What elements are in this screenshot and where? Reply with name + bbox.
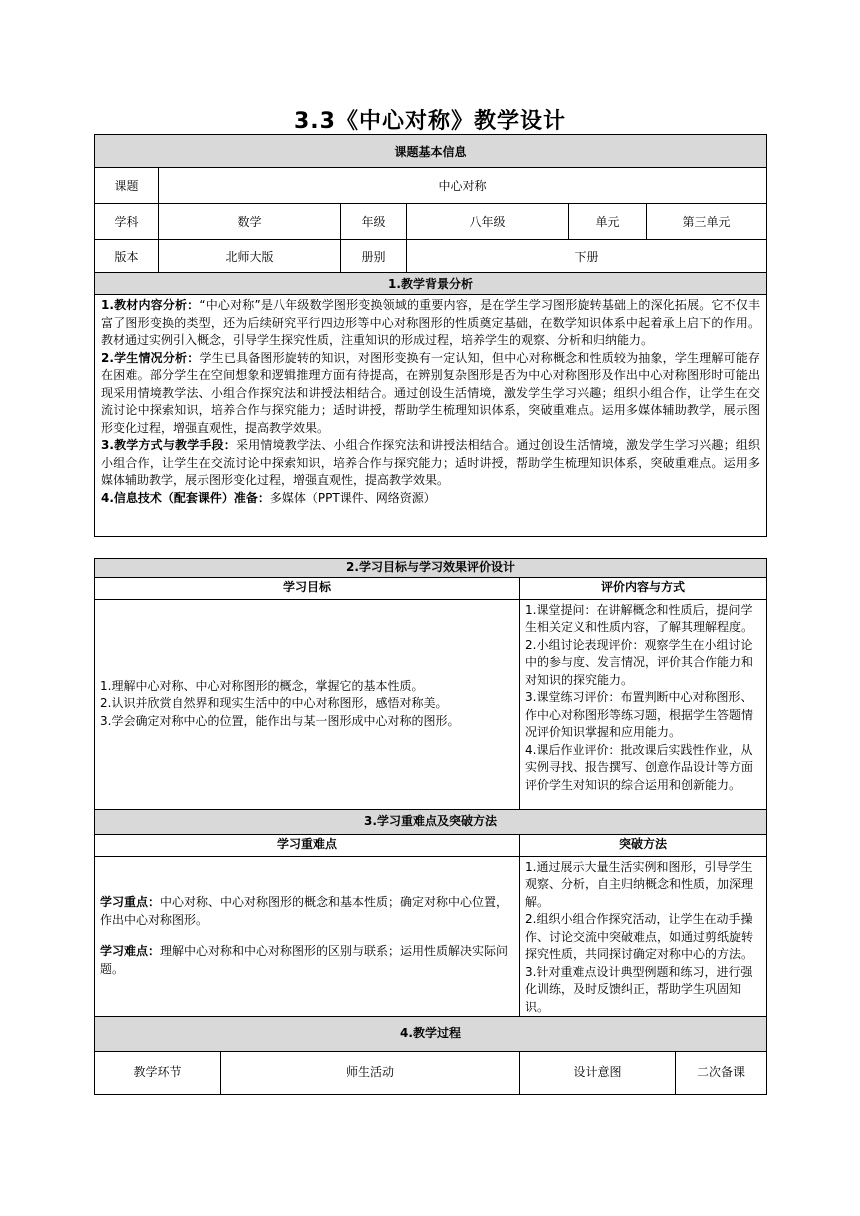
difficult-point bbox=[100, 943, 514, 978]
background-item bbox=[101, 297, 760, 350]
goal-line: 3.学会确定对称中心的位置，能作出与某一图形成中心对称的图形。 bbox=[100, 713, 460, 728]
volume-label: 册别 bbox=[341, 240, 407, 273]
item-text: “中心对称”是八年级数学图形变换领域的重要内容，是在学生学习图形旋转基础上的深化拓展。它不仅丰富了图形变换的类型，还为后续研究平行四边形等中心对称图形的性质奠定基础，在数学知识体系中起着承上启下的作用。教材通过实例引入概念，引导学生探究性质，注重知识的形成过程，培养学生的观察、分析和归纳能力。 bbox=[101, 298, 761, 347]
volume-value: 下册 bbox=[407, 240, 767, 273]
key-point-text: 中心对称、中心对称图形的概念和基本性质；确定对称中心位置，作出中心对称图形。 bbox=[100, 895, 509, 927]
eval-line: 3.课堂练习评价：布置判断中心对称图形、作中心对称图形等练习题，根据学生答题情况评价知识掌握和应用能力。 bbox=[525, 690, 754, 739]
item-label: 4.信息技术（配套课件）准备： bbox=[101, 490, 270, 505]
keypoints-header: 3.学习重难点及突破方法 bbox=[95, 809, 767, 834]
key-point bbox=[100, 894, 514, 929]
item-label: 2.学生情况分析： bbox=[101, 350, 200, 365]
item-label: 3.教学方式与教学手段： bbox=[101, 438, 237, 452]
item-text: 采用情境教学法、小组合作探究法和讲授法相结合。通过创设生活情境，激发学生学习兴趣；组织小组合作，让学生在交流讨论中探索知识，培养合作与探究能力；适时讲授，帮助学生梳理知识体系，突破重难点。运用多媒体辅助教学，展示图形变化过程，增强直观性，提高教学效果。 bbox=[101, 438, 761, 487]
goal-line: 2.认识并欣赏自然界和现实生活中的中心对称图形，感悟对称美。 bbox=[100, 696, 448, 711]
eval-line: 4.课后作业评价：批改课后实践性作业，从实例寻找、报告撰写、创意作品设计等方面评价学生对知识的综合运用和创新能力。 bbox=[525, 742, 754, 792]
goals-col-header: 学习目标 bbox=[95, 577, 520, 599]
breakthrough-methods bbox=[520, 856, 767, 1017]
key-difficult-points bbox=[95, 856, 520, 1017]
keypoints-col-header: 学习重难点 bbox=[95, 834, 520, 856]
goals-keypoints-table bbox=[94, 558, 767, 1095]
background-item bbox=[101, 350, 760, 438]
unit-label: 单元 bbox=[569, 204, 647, 240]
process-col-stage: 教学环节 bbox=[95, 1052, 221, 1095]
background-analysis bbox=[95, 295, 767, 537]
goal-line: 1.理解中心对称、中心对称图形的概念，掌握它的基本性质。 bbox=[100, 678, 424, 693]
item-text: 学生已具备图形旋转的知识，对图形变换有一定认知，但中心对称概念和性质较为抽象，学生理解可能存在困难。部分学生在空间想象和逻辑推理方面有待提高，在辨别复杂图形是否为中心对称图形及作出中心对称图形时可能出现采用情境教学法、小组合作探究法和讲授法相结合。通过创设生活情境，激发学生学习兴趣；组织小组合作，让学生在交流讨论中探索知识，培养合作与探究能力；适时讲授，帮助学生梳理知识体系，突破重难点。运用多媒体辅助教学，展示图形变化过程，增强直观性，提高教学效果。 bbox=[101, 350, 761, 435]
background-item bbox=[101, 437, 760, 490]
grade-value: 八年级 bbox=[407, 204, 569, 240]
key-point-label: 学习重点： bbox=[100, 895, 161, 910]
edition-label: 版本 bbox=[95, 240, 159, 273]
eval-line: 2.小组讨论表现评价：观察学生在小组讨论中的参与度、发言情况，评价其合作能力和对知识的探究能力。 bbox=[525, 637, 754, 687]
process-header: 4.教学过程 bbox=[95, 1017, 767, 1052]
eval-line: 1.课堂提问：在讲解概念和性质后，提问学生相关定义和性质内容，了解其理解程度。 bbox=[525, 602, 754, 634]
item-text: 多媒体（PPT课件、网络资源） bbox=[269, 490, 436, 505]
item-label: 1.教材内容分析： bbox=[101, 298, 200, 312]
subject-label: 学科 bbox=[95, 204, 159, 240]
background-item bbox=[101, 490, 760, 508]
goals-header: 2.学习目标与学习效果评价设计 bbox=[95, 559, 767, 578]
basic-info-header: 课题基本信息 bbox=[95, 135, 767, 168]
learning-goals bbox=[95, 599, 520, 809]
unit-value: 第三单元 bbox=[647, 204, 767, 240]
edition-value: 北师大版 bbox=[159, 240, 341, 273]
topic-value: 中心对称 bbox=[159, 168, 767, 204]
method-line: 1.通过展示大量生活实例和图形，引导学生观察、分析，自主归纳概念和性质，加深理解。 bbox=[525, 859, 754, 909]
process-col-revision: 二次备课 bbox=[676, 1052, 767, 1095]
topic-label: 课题 bbox=[95, 168, 159, 204]
document-title: 3.3《中心对称》教学设计 bbox=[294, 109, 566, 134]
basic-info-table bbox=[94, 134, 767, 537]
background-header: 1.教学背景分析 bbox=[95, 273, 767, 295]
process-col-activity: 师生活动 bbox=[221, 1052, 520, 1095]
method-line: 2.组织小组合作探究活动，让学生在动手操作、讨论交流中突破难点，如通过剪纸旋转探究性质，共同探讨确定对称中心的方法。 bbox=[525, 912, 754, 961]
difficult-point-label: 学习难点： bbox=[100, 944, 161, 959]
evaluation-methods bbox=[520, 599, 767, 809]
process-col-intent: 设计意图 bbox=[520, 1052, 676, 1095]
methods-col-header: 突破方法 bbox=[520, 834, 767, 856]
subject-value: 数学 bbox=[159, 204, 341, 240]
difficult-point-text: 理解中心对称和中心对称图形的区别与联系；运用性质解决实际问题。 bbox=[100, 944, 509, 976]
eval-col-header: 评价内容与方式 bbox=[520, 577, 767, 599]
method-line: 3.针对重难点设计典型例题和练习，进行强化训练，及时反馈纠正，帮助学生巩固知识。 bbox=[525, 964, 753, 1014]
grade-label: 年级 bbox=[341, 204, 407, 240]
